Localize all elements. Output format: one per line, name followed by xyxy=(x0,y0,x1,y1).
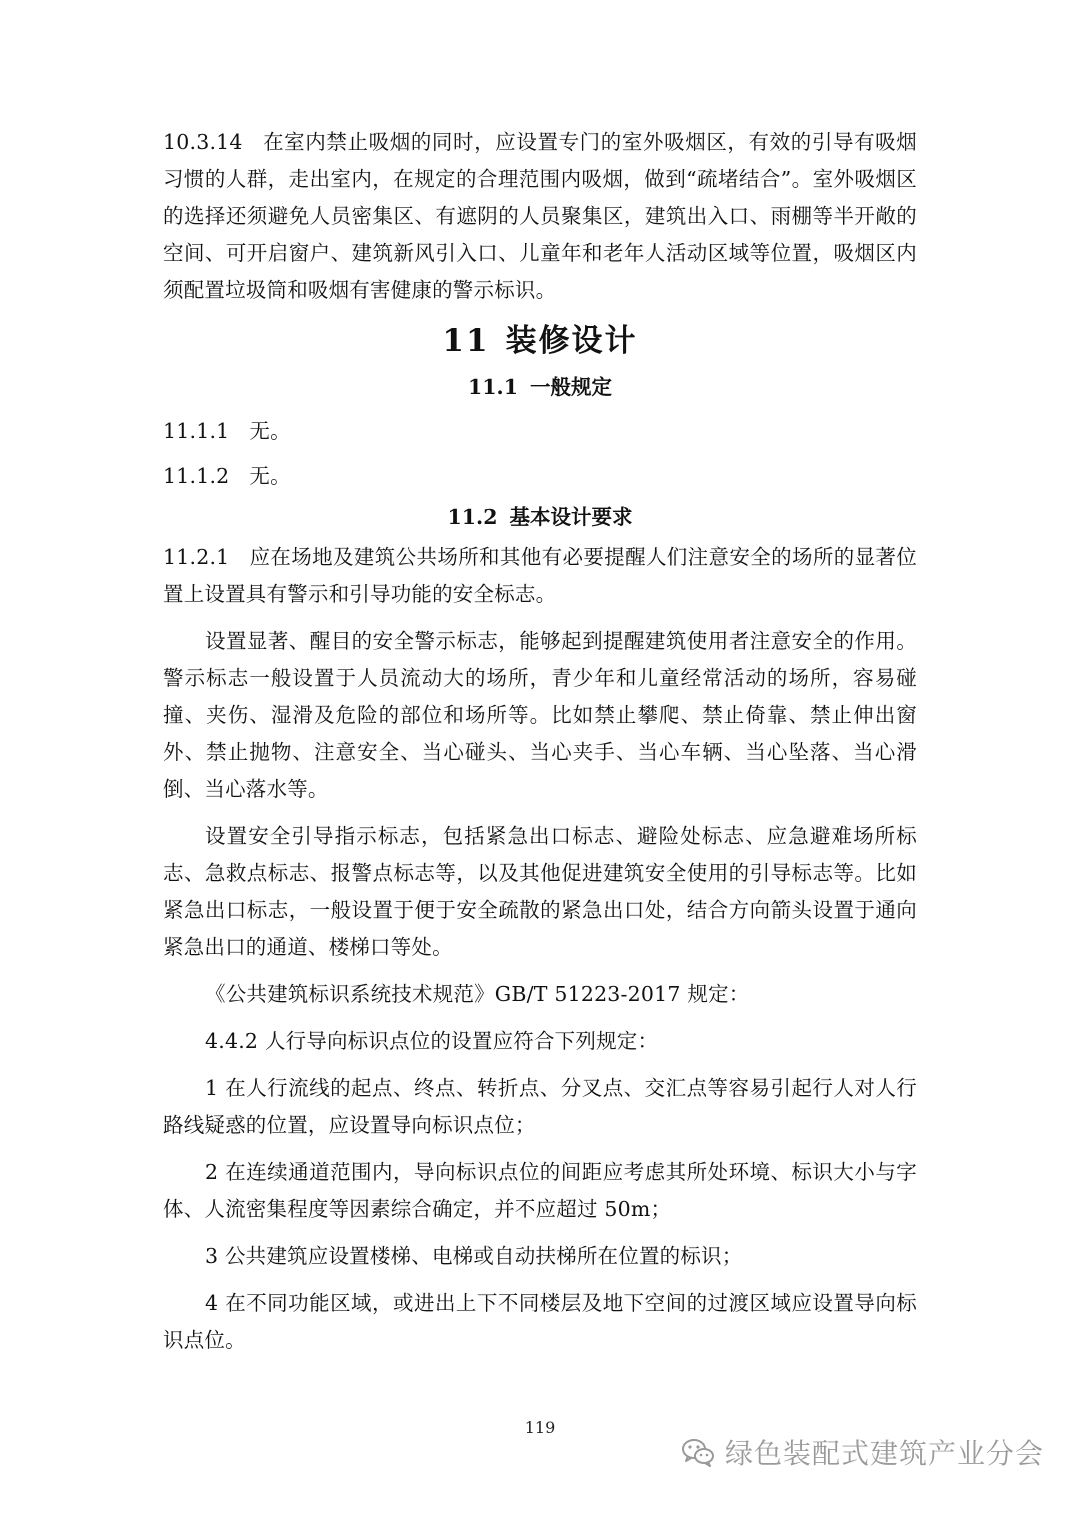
standard-item-4: 4 在不同功能区域，或进出上下不同楼层及地下空间的过渡区域应设置导向标识点位。 xyxy=(163,1291,917,1352)
clause-text: 无。 xyxy=(249,419,291,443)
section-name: 基本设计要求 xyxy=(509,505,633,529)
wechat-icon xyxy=(681,1437,715,1467)
page-content xyxy=(163,124,917,1359)
chapter-name: 装修设计 xyxy=(505,323,638,359)
clause-11-1-1 xyxy=(163,413,917,450)
section-name: 一般规定 xyxy=(529,375,612,399)
clause-text: 在室内禁止吸烟的同时，应设置专门的室外吸烟区，有效的引导有吸烟习惯的人群，走出室内，在规定的合理范围内吸烟，做到“疏堵结合”。室外吸烟区的选择还须避免人员密集区、有遮阴的人员聚集区，建筑出入口、雨棚等半开敞的空间、可开启窗户、建筑新风引入口、儿童年和老年人活动区域等位置，吸烟区内须配置垃圾筒和吸烟有害健康的警示标识。 xyxy=(163,130,917,302)
clause-number: 11.1.2 xyxy=(163,464,230,488)
clause-11-2-1 xyxy=(163,539,917,613)
clause-text: 无。 xyxy=(249,464,291,488)
page-number: 119 xyxy=(524,1418,556,1437)
section-title-11-1 xyxy=(163,369,917,405)
clause-10-3-14 xyxy=(163,124,917,309)
standard-item-2: 2 在连续通道范围内，导向标识点位的间距应考虑其所处环境、标识大小与字体、人流密集程度等因素综合确定，并不应超过 50m； xyxy=(163,1160,917,1221)
chapter-number: 11 xyxy=(442,323,490,359)
clause-number: 11.1.1 xyxy=(163,419,230,443)
section-title-11-2 xyxy=(163,499,917,535)
clause-number: 11.2.1 xyxy=(163,545,230,569)
chapter-title xyxy=(163,319,917,363)
standard-item-1: 1 在人行流线的起点、终点、转折点、分叉点、交汇点等容易引起行人对人行路线疑惑的位置，应设置导向标识点位； xyxy=(163,1076,917,1137)
clause-text: 应在场地及建筑公共场所和其他有必要提醒人们注意安全的场所的显著位置上设置具有警示和引导功能的安全标志。 xyxy=(163,545,917,606)
standard-item-3: 3 公共建筑应设置楼梯、电梯或自动扶梯所在位置的标识； xyxy=(205,1244,743,1268)
section-number: 11.1 xyxy=(468,375,518,399)
watermark-text: 绿色装配式建筑产业分会 xyxy=(724,1437,1044,1470)
explanation-paragraph-2: 设置安全引导指示标志，包括紧急出口标志、避险处标志、应急避难场所标志、急救点标志、报警点标志等，以及其他促进建筑安全使用的引导标志等。比如紧急出口标志，一般设置于便于安全疏散的紧急出口处，结合方向箭头设置于通向紧急出口的通道、楼梯口等处。 xyxy=(163,824,917,959)
explanation-paragraph-1: 设置显著、醒目的安全警示标志，能够起到提醒建筑使用者注意安全的作用。警示标志一般设置于人员流动大的场所，青少年和儿童经常活动的场所，容易碰撞、夹伤、湿滑及危险的部位和场所等。比如禁止攀爬、禁止倚靠、禁止伸出窗外、禁止抛物、注意安全、当心碰头、当心夹手、当心车辆、当心坠落、当心滑倒、当心落水等。 xyxy=(163,629,917,801)
section-number: 11.2 xyxy=(447,505,498,529)
standard-clause: 4.4.2 人行导向标识点位的设置应符合下列规定： xyxy=(205,1029,659,1053)
standard-reference: 《公共建筑标识系统技术规范》GB/T 51223-2017 规定： xyxy=(205,982,750,1006)
clause-number: 10.3.14 xyxy=(163,130,243,154)
clause-11-1-2 xyxy=(163,458,917,495)
watermark xyxy=(681,1432,1044,1472)
